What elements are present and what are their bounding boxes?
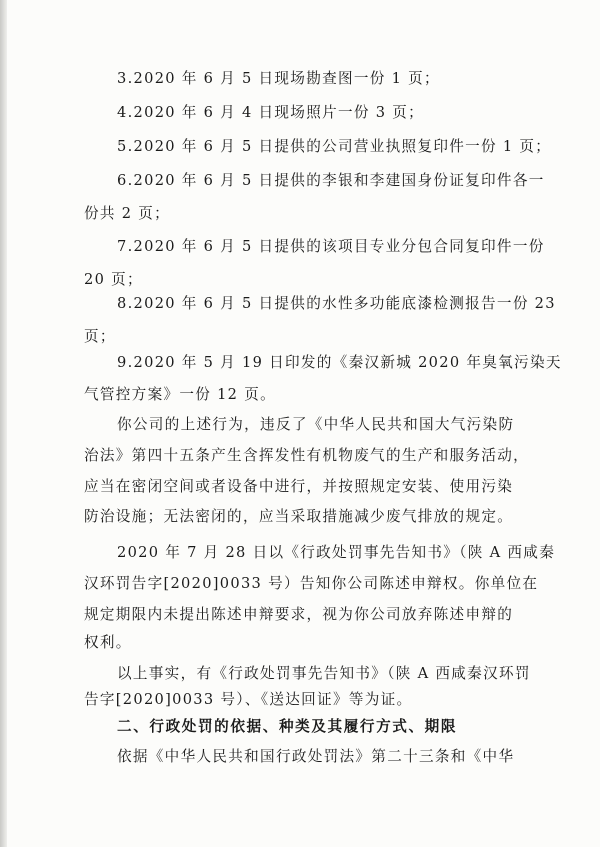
section-heading-2: 二、行政处罚的依据、种类及其履行方式、期限 [117, 718, 458, 735]
notice-paragraph-line-4: 权利。 [84, 634, 132, 651]
facts-paragraph-line-2: 告字[2020]0033 号）、《送达回证》等为证。 [84, 691, 413, 708]
violation-paragraph-line-2: 治法》第四十五条产生含挥发性有机物废气的生产和服务活动， [84, 447, 530, 464]
evidence-item-4: 4.2020 年 6 月 4 日现场照片一份 3 页； [117, 104, 425, 121]
evidence-item-8-cont: 页； [84, 328, 116, 345]
evidence-item-7-cont: 20 页； [84, 271, 143, 288]
notice-paragraph-line-1: 2020 年 7 月 28 日以《行政处罚事先告知书》（陕 A 西咸秦 [117, 544, 556, 561]
notice-paragraph-line-3: 规定期限内未提出陈述申辩要求，视为你公司放弃陈述申辩的 [84, 606, 514, 623]
evidence-item-8: 8.2020 年 6 月 5 日提供的水性多功能底漆检测报告一份 23 [117, 295, 556, 312]
violation-paragraph-line-4: 防治设施；无法密闭的，应当采取措施减少废气排放的规定。 [84, 508, 514, 525]
evidence-item-6-cont: 份共 2 页； [84, 205, 171, 222]
notice-paragraph-line-2: 汉环罚告字[2020]0033 号）告知你公司陈述申辩权。你单位在 [84, 575, 539, 592]
evidence-item-9-cont: 气管控方案》一份 12 页。 [84, 386, 276, 403]
facts-paragraph-line-1: 以上事实，有《行政处罚事先告知书》（陕 A 西咸秦汉环罚 [117, 665, 531, 682]
violation-paragraph-line-1: 你公司的上述行为，违反了《中华人民共和国大气污染防 [117, 416, 515, 433]
evidence-item-3: 3.2020 年 6 月 5 日现场勘查图一份 1 页； [117, 70, 440, 87]
violation-paragraph-line-3: 应当在密闭空间或者设备中进行，并按照规定安装、使用污染 [84, 478, 514, 495]
scan-edge [0, 0, 7, 847]
evidence-item-9: 9.2020 年 5 月 19 日印发的《秦汉新城 2020 年臭氧污染天 [117, 354, 562, 371]
evidence-item-7: 7.2020 年 6 月 5 日提供的该项目专业分包合同复印件一份 [117, 238, 545, 255]
basis-paragraph-line-1: 依据《中华人民共和国行政处罚法》第二十三条和《中华 [117, 748, 515, 765]
evidence-item-6: 6.2020 年 6 月 5 日提供的李银和李建国身份证复印件各一 [117, 172, 545, 189]
evidence-item-5: 5.2020 年 6 月 5 日提供的公司营业执照复印件一份 1 页； [117, 138, 552, 155]
